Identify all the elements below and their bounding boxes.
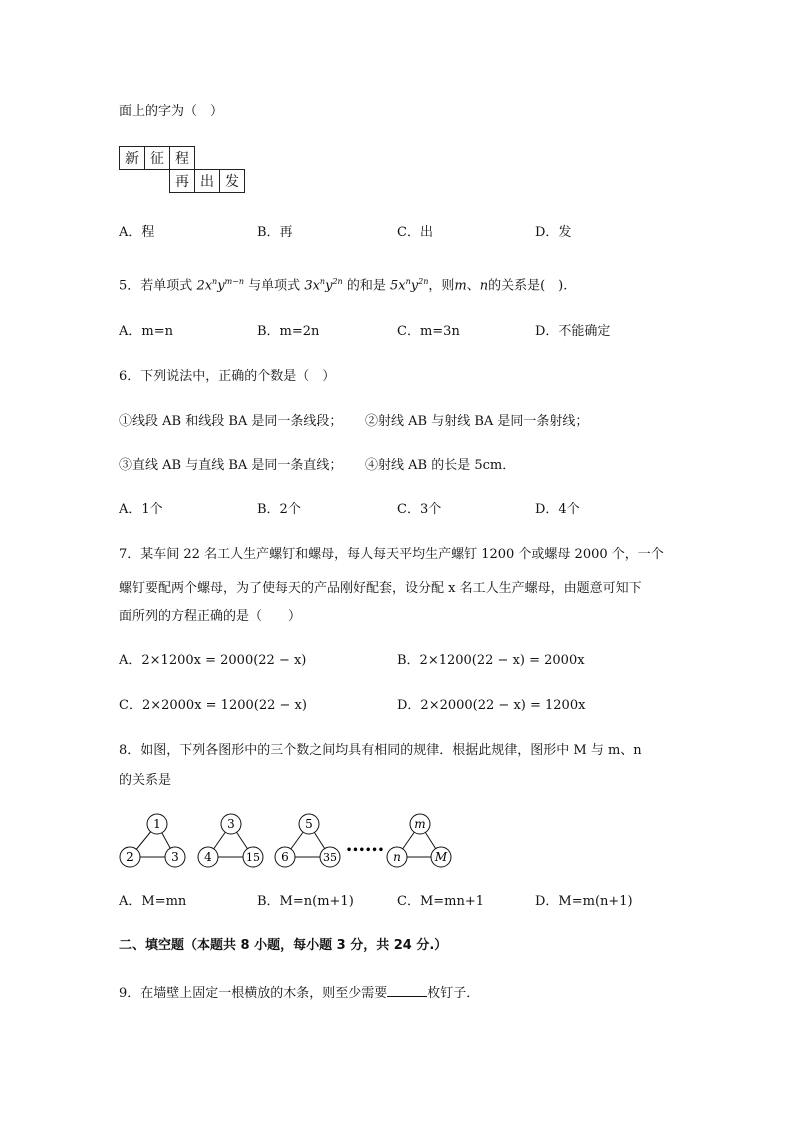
- q6-option-c: C．3个: [397, 502, 442, 517]
- q5-stem: 5．若单项式 $2x^ny^{m-n}$ 与单项式 $3x^ny^{2n}$ 的和是 $5x^ny^{2n}$，则m、n的关系是( ).: [119, 277, 568, 294]
- q8-line-2: 的关系是: [119, 773, 172, 788]
- node-right: 15: [246, 851, 260, 864]
- q5-option-a: A．m=n: [119, 324, 173, 339]
- node-top: m: [414, 817, 426, 831]
- q6-option-b: B．2个: [257, 502, 301, 517]
- node-left: 2: [126, 850, 134, 864]
- node-right: M: [434, 850, 448, 864]
- triangle-figure: [198, 814, 263, 867]
- q7-line-2: 螺钉要配两个螺母，为了使每天的产品刚好配套，设分配 x 名工人生产螺母，由题意可知下: [119, 581, 642, 596]
- q6-statement-3: ③直线 AB 与直线 BA 是同一条直线；: [119, 458, 343, 473]
- triangle-figure: [275, 814, 340, 867]
- q6-stem: 6．下列说法中，正确的个数是（ ）: [119, 369, 336, 384]
- node-left: n: [393, 850, 401, 864]
- cube-face: 程: [170, 147, 195, 170]
- q9-stem: 9．在墙壁上固定一根横放的木条，则至少需要 枚钉子．: [119, 986, 480, 1001]
- q7-option-a: A．2×1200x = 2000(22 − x): [119, 653, 307, 668]
- q8-option-c: C．M=mn+1: [397, 894, 485, 909]
- node-top: 3: [227, 817, 235, 831]
- q8-option-a: A．M=mn: [119, 894, 187, 909]
- q8-option-b: B．M=n(m+1): [257, 894, 354, 909]
- ellipsis-dots: ••••••: [345, 845, 385, 856]
- q5-option-b: B．m=2n: [257, 324, 320, 339]
- q7-option-b: B．2×1200(22 − x) = 2000x: [397, 653, 585, 668]
- answer-blank[interactable]: [387, 984, 427, 997]
- q4-option-d: D．发: [535, 225, 572, 240]
- q6-option-a: A．1个: [119, 502, 163, 517]
- cube-face: 再: [170, 170, 195, 193]
- node-top: 1: [153, 817, 161, 831]
- cube-face: 新: [120, 147, 145, 170]
- cube-face: 出: [195, 170, 220, 193]
- node-right: 3: [171, 850, 179, 864]
- section-heading: 二、填空题（本题共 8 小题，每小题 3 分，共 24 分.）: [119, 938, 448, 953]
- triangle-figure: [120, 814, 185, 867]
- q6-statement-4: ④射线 AB 的长是 5cm．: [365, 458, 516, 473]
- q7-option-d: D．2×2000(22 − x) = 1200x: [397, 698, 586, 713]
- q5-option-c: C．m=3n: [397, 324, 460, 339]
- q7-line-1: 7．某车间 22 名工人生产螺钉和螺母，每人每天平均生产螺钉 1200 个或螺母 2000 个，一个: [119, 547, 664, 562]
- q7-option-c: C．2×2000x = 1200(22 − x): [119, 698, 307, 713]
- q7-line-3: 面所列的方程正确的是（ ）: [119, 609, 302, 624]
- cube-net: [119, 146, 245, 193]
- q4-option-c: C．出: [397, 225, 433, 240]
- node-top: 5: [305, 817, 313, 831]
- node-right: 35: [323, 851, 337, 864]
- cube-face: 征: [145, 147, 170, 170]
- q6-statement-2: ②射线 AB 与射线 BA 是同一条射线；: [365, 414, 589, 429]
- q5-option-d: D．不能确定: [535, 324, 611, 339]
- node-left: 6: [281, 850, 289, 864]
- q6-statement-1: ①线段 AB 和线段 BA 是同一条线段；: [119, 414, 343, 429]
- q4-option-a: A．程: [119, 225, 155, 240]
- q8-triangle-figures: [110, 808, 470, 874]
- q4-option-b: B．再: [257, 225, 293, 240]
- q6-option-d: D．4个: [535, 502, 580, 517]
- cube-face: 发: [220, 170, 245, 193]
- node-left: 4: [204, 850, 212, 864]
- q8-option-d: D．M=m(n+1): [535, 894, 633, 909]
- triangle-figure: [387, 814, 451, 867]
- q4-stem: 面上的字为（ ）: [119, 104, 224, 119]
- q8-line-1: 8．如图，下列各图形中的三个数之间均具有相同的规律．根据此规律，图形中 M 与 m、n: [119, 743, 642, 758]
